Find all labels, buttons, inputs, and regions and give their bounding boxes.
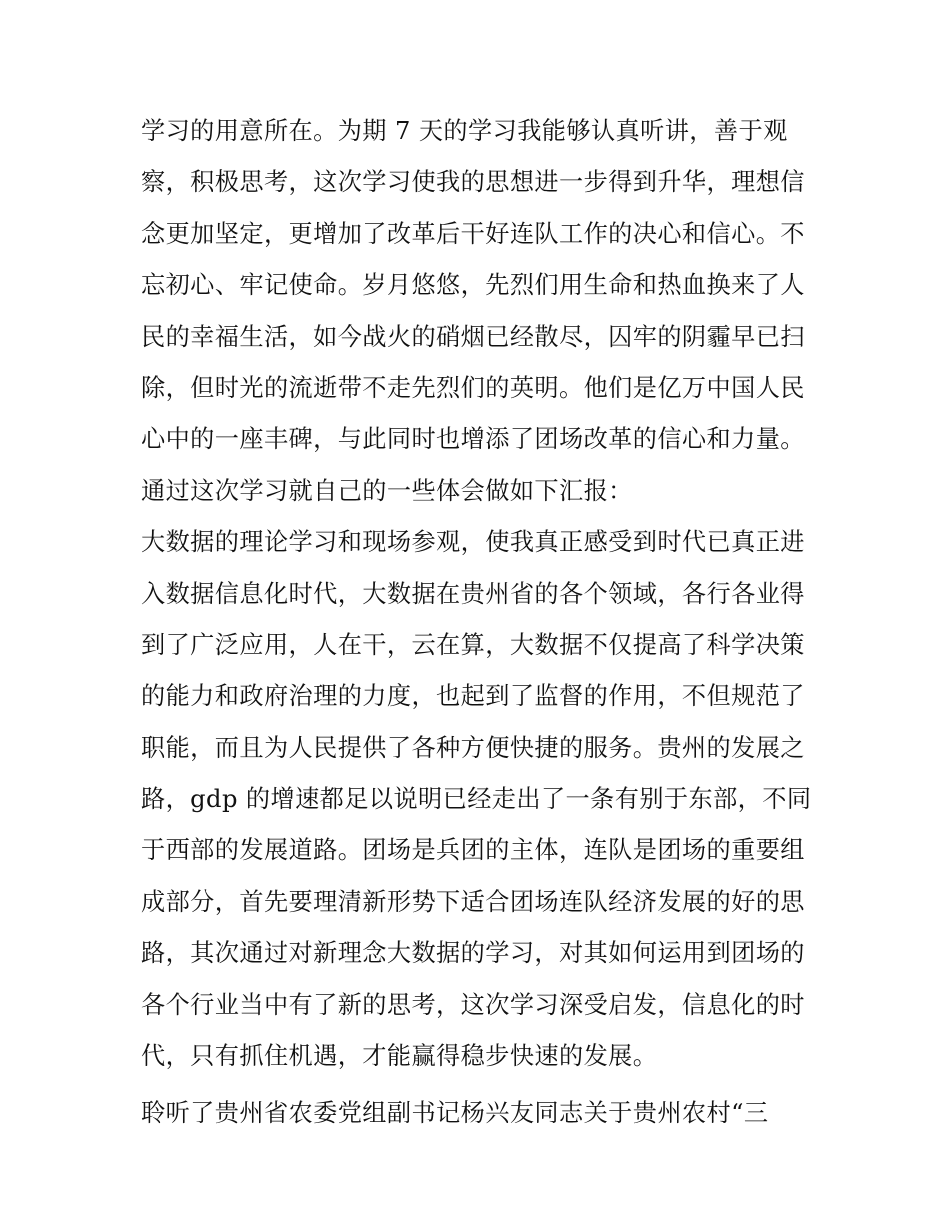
- text-line: 路，gdp 的增速都足以说明已经走出了一条有别于东部，不同: [141, 785, 812, 814]
- text-line: 职能，而且为人民提供了各种方便快捷的服务。贵州的发展之: [141, 733, 805, 762]
- text-line: 成部分，首先要理清新形势下适合团场连队经济发展的好的思: [141, 887, 805, 916]
- text-line: 大数据的理论学习和现场参观，使我真正感受到时代已真正进: [141, 528, 805, 557]
- text-line: 察，积极思考，这次学习使我的思想进一步得到升华，理想信: [141, 168, 805, 197]
- paragraph: [141, 517, 816, 1082]
- text-line: 通过这次学习就自己的一些体会做如下汇报：: [141, 476, 633, 505]
- text-line: 聆听了贵州省农委党组副书记杨兴友同志关于贵州农村“三: [141, 1099, 769, 1128]
- text-line: 除，但时光的流逝带不走先烈们的英明。他们是亿万中国人民: [141, 373, 805, 402]
- text-line: 到了广泛应用，人在干，云在算，大数据不仅提高了科学决策: [141, 630, 805, 659]
- text-line: 心中的一座丰碑，与此同时也增添了团场改革的信心和力量。: [141, 425, 805, 454]
- text-line: 各个行业当中有了新的思考，这次学习深受启发，信息化的时: [141, 990, 805, 1019]
- text-line: 民的幸福生活，如今战火的硝烟已经散尽，囚牢的阴霾早已扫: [141, 322, 805, 351]
- paragraph: [141, 1088, 816, 1139]
- paragraph: [141, 106, 816, 517]
- text-line: 路，其次通过对新理念大数据的学习，对其如何运用到团场的: [141, 939, 805, 968]
- text-line: 代，只有抓住机遇，才能赢得稳步快速的发展。: [141, 1042, 658, 1071]
- text-line: 忘初心、牢记使命。岁月悠悠，先烈们用生命和热血换来了人: [141, 271, 805, 300]
- document-body: [141, 106, 816, 1140]
- text-line: 念更加坚定，更增加了改革后干好连队工作的决心和信心。不: [141, 219, 805, 248]
- text-line: 的能力和政府治理的力度，也起到了监督的作用，不但规范了: [141, 682, 805, 711]
- text-line: 入数据信息化时代，大数据在贵州省的各个领域，各行各业得: [141, 579, 805, 608]
- text-line: 学习的用意所在。为期 7 天的学习我能够认真听讲，善于观: [141, 117, 788, 145]
- text-line: 于西部的发展道路。团场是兵团的主体，连队是团场的重要组: [141, 836, 805, 865]
